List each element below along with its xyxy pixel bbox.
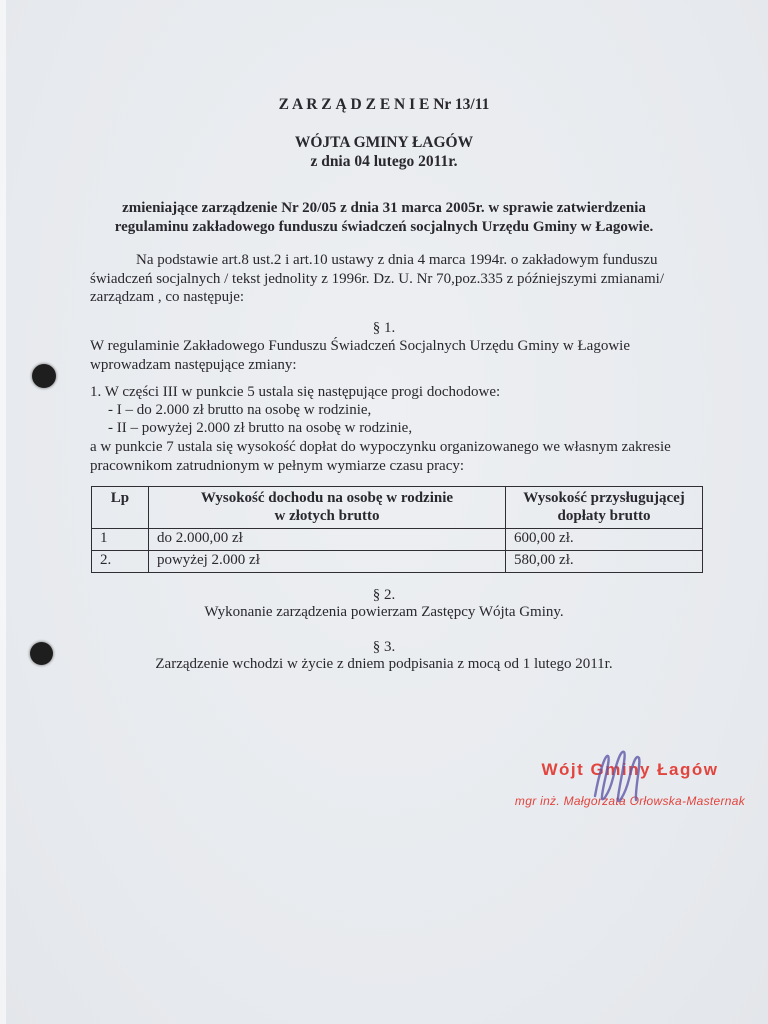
hole-punch-top: [32, 364, 56, 388]
section-3-text: Zarządzenie wchodzi w życie z dniem podpisania z mocą od 1 lutego 2011r.: [155, 656, 613, 672]
income-threshold-2: - II – powyżej 2.000 zł brutto na osobę w rodzinie,: [108, 420, 413, 436]
subsidy-table: [91, 486, 703, 573]
table-cell-subsidy: 600,00 zł.: [506, 529, 703, 551]
document-date: z dnia 04 lutego 2011r.: [310, 153, 458, 170]
table-header-lp: [92, 487, 149, 529]
table-row: [92, 551, 703, 573]
section-1-heading: § 1.: [372, 320, 396, 336]
section-2-heading: § 2.: [372, 587, 396, 603]
table-header-income-line1: Wysokość dochodu na osobę w rodzinie: [200, 490, 454, 506]
section-1-intro: W regulaminie Zakładowego Funduszu Świadczeń Socjalnych Urzędu Gminy w Łagowie wprowadzam następujące zmiany:: [90, 338, 630, 373]
official-stamp-name: mgr inż. Małgorzata Orłowska-Masternak: [514, 794, 746, 808]
document-subject: zmieniające zarządzenie Nr 20/05 z dnia 31 marca 2005r. w sprawie zatwierdzenia regulaminu zakładowego funduszu świadczeń socjalnych Urzędu Gminy w Łagowie.: [114, 200, 654, 235]
table-cell-lp: 1: [92, 529, 149, 551]
table-header-row: [92, 487, 703, 529]
table-header-subsidy-line2: dopłaty brutto: [557, 507, 651, 524]
section-2-text: Wykonanie zarządzenia powierzam Zastępcy Wójta Gminy.: [204, 604, 564, 620]
table-header-income-line2: w złotych brutto: [274, 507, 380, 524]
table-cell-lp: 2.: [92, 551, 149, 573]
table-row: [92, 529, 703, 551]
table-header-subsidy: [506, 487, 703, 529]
section-3-heading: § 3.: [372, 639, 396, 655]
legal-basis-paragraph: Na podstawie art.8 ust.2 i art.10 ustawy z dnia 4 marca 1994r. o zakładowym funduszu świadczeń socjalnych / tekst jednolity z 1996r. Dz. U. Nr 70,poz.335 z późniejszymi zmianami/ zarządzam , co następuje:: [90, 252, 665, 306]
income-threshold-1: - I – do 2.000 zł brutto na osobę w rodzinie,: [108, 402, 372, 418]
section-1-continuation: a w punkcie 7 ustala się wysokość dopłat do wypoczynku organizowanego we własnym zakresie pracownikom zatrudnionym w pełnym wymiarze czasu pracy:: [90, 439, 671, 474]
table-header-income: [148, 487, 505, 529]
table-cell-income: do 2.000,00 zł: [148, 529, 505, 551]
table-cell-subsidy: 580,00 zł.: [506, 551, 703, 573]
table-header-lp-label: Lp: [110, 490, 130, 506]
table-cell-income: powyżej 2.000 zł: [148, 551, 505, 573]
official-stamp-title: Wójt Gminy Łagów: [541, 760, 719, 779]
handwritten-signature: [588, 742, 658, 814]
document-issuer: WÓJTA GMINY ŁAGÓW: [294, 134, 474, 151]
document-title: Z A R Z Ą D Z E N I E Nr 13/11: [278, 96, 490, 113]
table-header-subsidy-line1: Wysokość przysługującej: [523, 490, 685, 506]
section-1-point-1: 1. W części III w punkcie 5 ustala się następujące progi dochodowe:: [90, 384, 501, 400]
